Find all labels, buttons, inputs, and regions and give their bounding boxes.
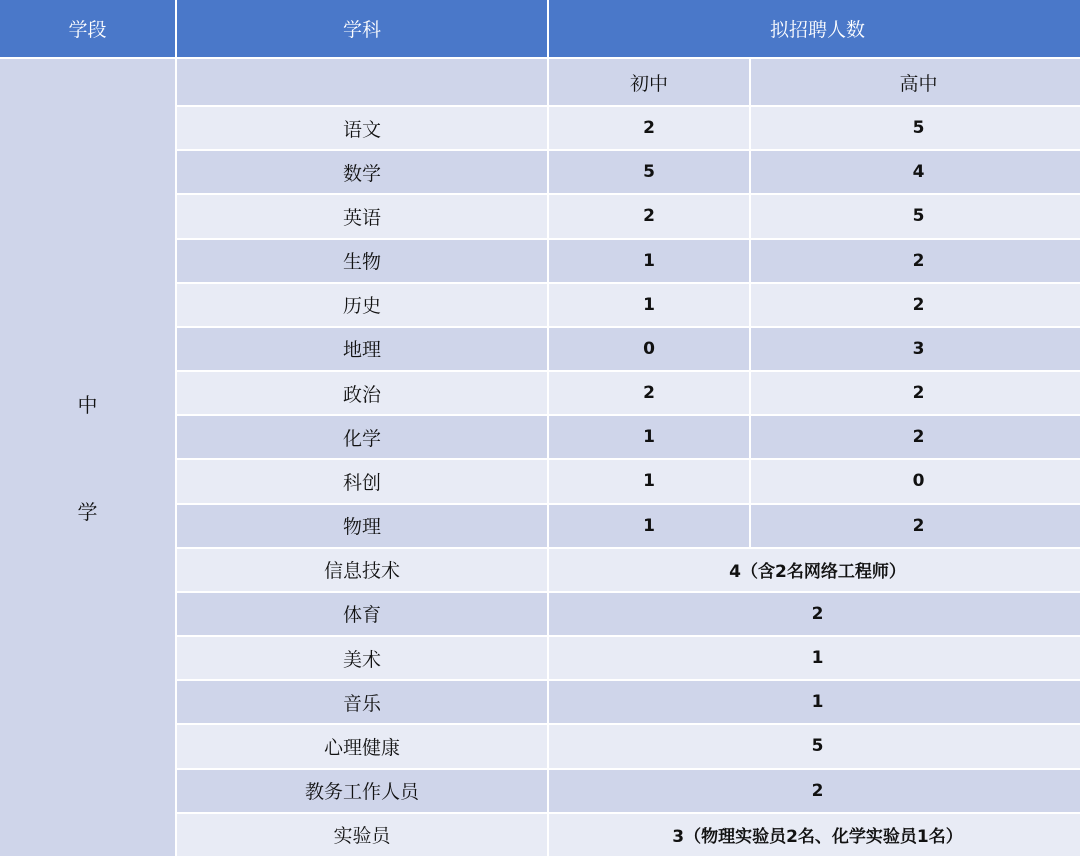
row-junior: 2 <box>549 107 749 149</box>
merged-row-total: 4（含2名网络工程师） <box>549 549 1080 591</box>
merged-row-subject: 教务工作人员 <box>177 770 547 812</box>
stage-char-2: 学 <box>77 500 98 525</box>
row-senior: 2 <box>751 372 1080 414</box>
row-subject: 生物 <box>177 240 547 282</box>
row-subject: 科创 <box>177 460 547 502</box>
stage-cell <box>0 59 175 856</box>
stage-char-1: 中 <box>77 393 98 418</box>
subheader-senior: 高中 <box>751 59 1080 105</box>
row-senior: 2 <box>751 284 1080 326</box>
header-stage: 学段 <box>0 0 175 57</box>
row-junior: 1 <box>549 505 749 547</box>
row-senior: 3 <box>751 328 1080 370</box>
row-senior: 5 <box>751 107 1080 149</box>
row-senior: 2 <box>751 240 1080 282</box>
row-subject: 英语 <box>177 195 547 237</box>
merged-row-subject: 音乐 <box>177 681 547 723</box>
row-junior: 1 <box>549 284 749 326</box>
merged-row-total: 2 <box>549 770 1080 812</box>
row-subject: 语文 <box>177 107 547 149</box>
row-subject: 数学 <box>177 151 547 193</box>
row-senior: 4 <box>751 151 1080 193</box>
row-junior: 1 <box>549 240 749 282</box>
row-junior: 1 <box>549 460 749 502</box>
row-subject: 历史 <box>177 284 547 326</box>
row-subject: 政治 <box>177 372 547 414</box>
subheader-empty <box>177 59 547 105</box>
row-junior: 1 <box>549 416 749 458</box>
row-junior: 2 <box>549 195 749 237</box>
merged-row-subject: 体育 <box>177 593 547 635</box>
row-senior: 2 <box>751 416 1080 458</box>
row-subject: 地理 <box>177 328 547 370</box>
merged-row-total: 5 <box>549 725 1080 767</box>
row-senior: 2 <box>751 505 1080 547</box>
row-subject: 物理 <box>177 505 547 547</box>
merged-row-total: 1 <box>549 681 1080 723</box>
merged-row-total: 3（物理实验员2名、化学实验员1名） <box>549 814 1080 856</box>
row-senior: 0 <box>751 460 1080 502</box>
row-junior: 5 <box>549 151 749 193</box>
header-subject: 学科 <box>177 0 547 57</box>
subheader-junior: 初中 <box>549 59 749 105</box>
merged-row-subject: 美术 <box>177 637 547 679</box>
merged-row-total: 2 <box>549 593 1080 635</box>
row-junior: 2 <box>549 372 749 414</box>
merged-row-subject: 心理健康 <box>177 725 547 767</box>
header-positions: 拟招聘人数 <box>549 0 1080 57</box>
merged-row-subject: 实验员 <box>177 814 547 856</box>
row-subject: 化学 <box>177 416 547 458</box>
row-senior: 5 <box>751 195 1080 237</box>
row-junior: 0 <box>549 328 749 370</box>
merged-row-subject: 信息技术 <box>177 549 547 591</box>
merged-row-total: 1 <box>549 637 1080 679</box>
